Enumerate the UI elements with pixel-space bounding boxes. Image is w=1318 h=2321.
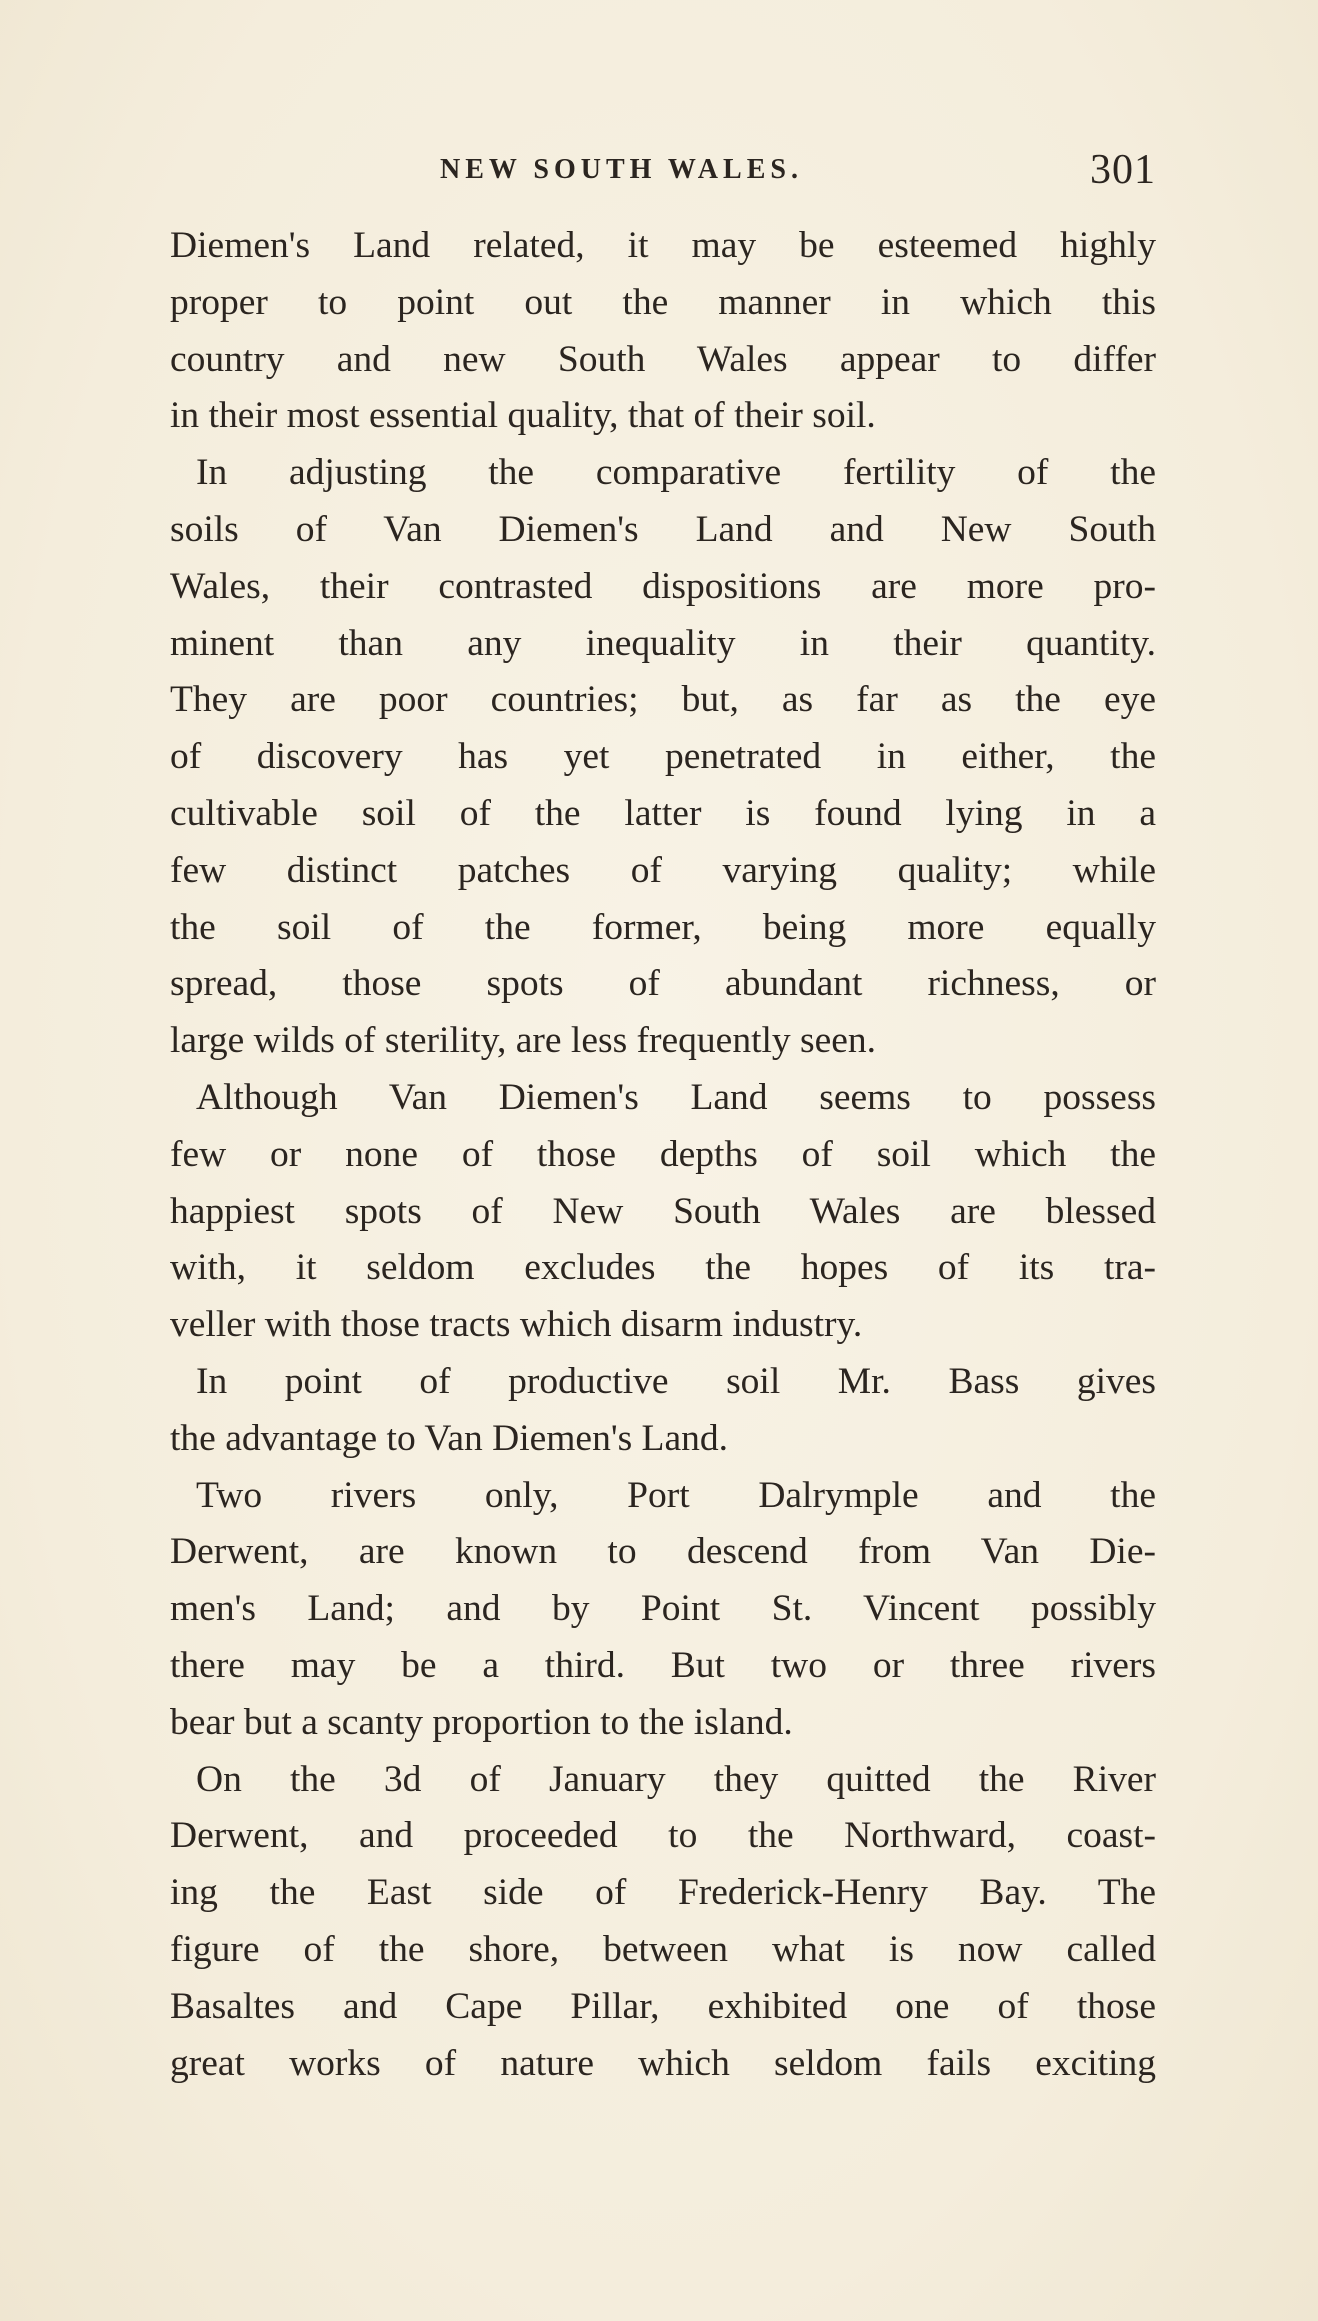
text-line: spread, those spots of abundant richness, or xyxy=(170,963,1156,1005)
text-line: Diemen's Land related, it may be esteemed highly xyxy=(170,225,1156,266)
text-line: They are poor countries; but, as far as the eye xyxy=(170,679,1156,721)
text-line: soils of Van Diemen's Land and New South xyxy=(170,508,1156,550)
text-line: proper to point out the manner in which this xyxy=(170,281,1156,323)
body-text xyxy=(170,218,1156,2092)
text-line: Although Van Diemen's Land seems to possess xyxy=(196,1076,1156,1118)
text-line: large wilds of sterility, are less frequently seen. xyxy=(170,1020,877,1062)
text-line: figure of the shore, between what is now called xyxy=(170,1928,1156,1970)
page-number: 301 xyxy=(1090,147,1156,193)
text-line: ing the East side of Frederick-Henry Bay. The xyxy=(170,1872,1156,1914)
text-line: Basaltes and Cape Pillar, exhibited one of those xyxy=(170,1985,1156,2027)
text-line: In point of productive soil Mr. Bass gives xyxy=(196,1360,1156,1402)
text-line: Wales, their contrasted dispositions are more pro- xyxy=(170,565,1156,607)
text-line: minent than any inequality in their quantity. xyxy=(170,622,1156,664)
text-line: the soil of the former, being more equally xyxy=(170,906,1156,948)
text-line: On the 3d of January they quitted the River xyxy=(196,1758,1156,1800)
text-line: happiest spots of New South Wales are blessed xyxy=(170,1190,1156,1232)
text-line: with, it seldom excludes the hopes of its tra- xyxy=(170,1247,1156,1289)
text-line: the advantage to Van Diemen's Land. xyxy=(170,1417,728,1459)
text-line: Derwent, are known to descend from Van Die- xyxy=(170,1531,1156,1573)
text-line: of discovery has yet penetrated in either, the xyxy=(170,736,1156,778)
text-line: few or none of those depths of soil which the xyxy=(170,1133,1156,1175)
text-line: Derwent, and proceeded to the Northward, coast- xyxy=(170,1815,1156,1857)
text-line: men's Land; and by Point St. Vincent possibly xyxy=(170,1588,1156,1630)
text-line: country and new South Wales appear to differ xyxy=(170,338,1156,380)
text-line: few distinct patches of varying quality; while xyxy=(170,849,1156,891)
text-line: in their most essential quality, that of their soil. xyxy=(170,395,876,437)
text-line: Two rivers only, Port Dalrymple and the xyxy=(196,1474,1156,1516)
text-line: there may be a third. But two or three rivers xyxy=(170,1644,1156,1686)
text-line: cultivable soil of the latter is found lying in a xyxy=(170,792,1156,834)
text-line: bear but a scanty proportion to the island. xyxy=(170,1701,793,1743)
page-header xyxy=(170,148,1156,196)
text-line: In adjusting the comparative fertility of the xyxy=(196,452,1156,494)
running-head: NEW SOUTH WALES. xyxy=(440,154,803,185)
text-line: great works of nature which seldom fails exciting xyxy=(170,2042,1156,2084)
text-line: veller with those tracts which disarm industry. xyxy=(170,1304,863,1346)
